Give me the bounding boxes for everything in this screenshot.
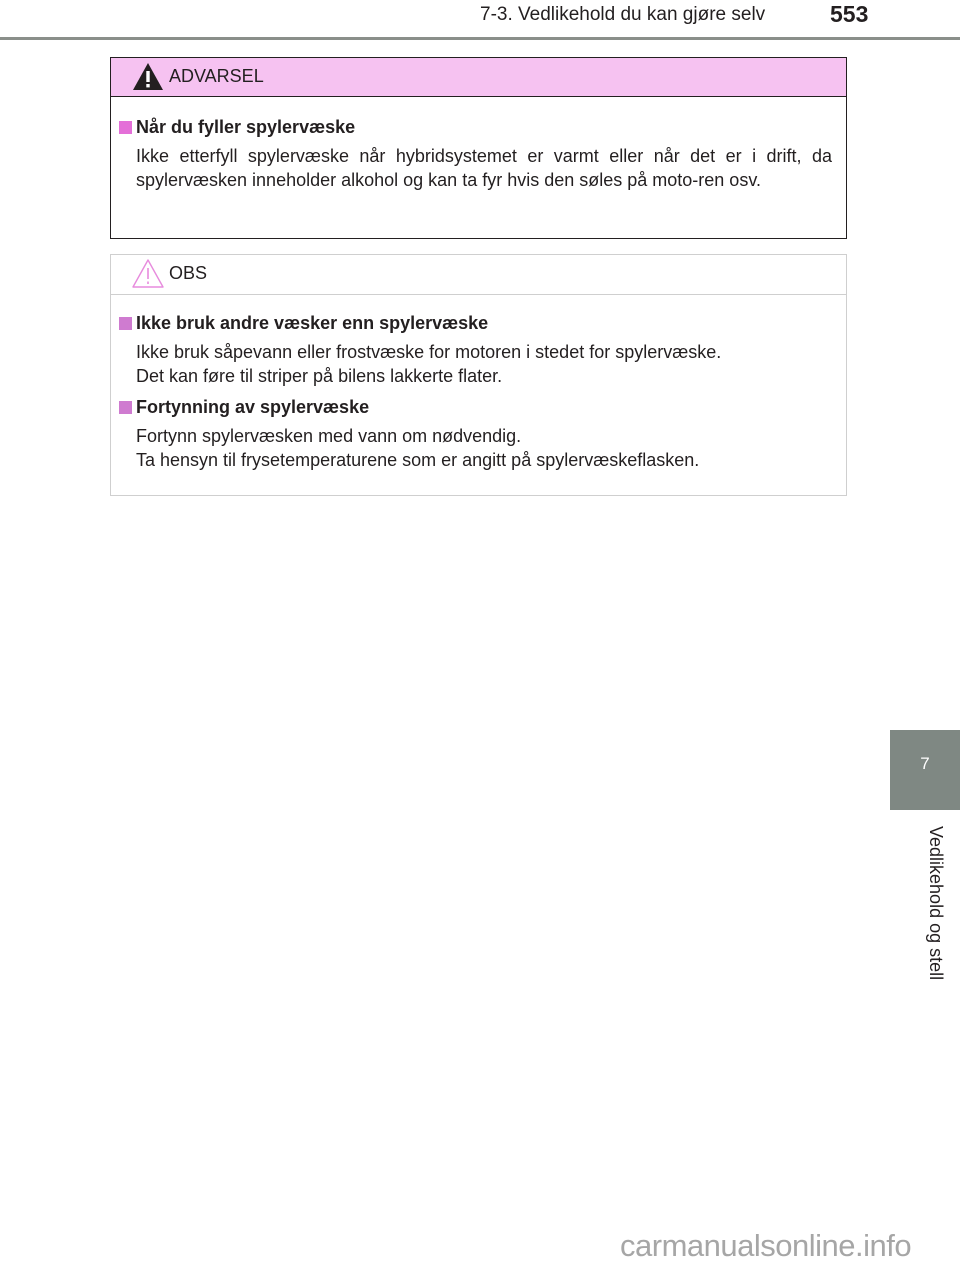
warning-triangle-icon [131, 61, 165, 92]
paragraph: Ikke bruk såpevann eller frostvæske for motoren i stedet for spylervæske. [136, 342, 722, 362]
paragraph: Ta hensyn til frysetemperaturene som er angitt på spylervæskeflasken. [136, 450, 700, 470]
section-body [136, 144, 832, 192]
section-title: Ikke bruk andre væsker enn spylervæske [119, 311, 832, 335]
bullet-square-icon [119, 401, 132, 414]
warning-box [110, 57, 847, 239]
notice-header [111, 255, 846, 295]
section-body [136, 340, 832, 388]
caution-triangle-icon [131, 258, 165, 289]
paragraph: Ikke etterfyll spylervæske når hybridsystemet er varmt eller når det er i drift, da spylervæsken inneholder alkohol og kan ta fyr hvis den søles på moto-ren osv. [136, 146, 832, 190]
header-title: 7-3. Vedlikehold du kan gjøre selv [480, 4, 766, 25]
notice-label: OBS [169, 263, 208, 283]
warning-header [111, 58, 846, 97]
warning-section [119, 115, 832, 192]
notice-box [110, 254, 847, 496]
bullet-square-icon [119, 121, 132, 134]
section-body [136, 424, 832, 472]
paragraph: Det kan føre til striper på bilens lakkerte flater. [136, 366, 503, 386]
notice-section [119, 395, 832, 472]
chapter-tab [890, 730, 960, 810]
chapter-number: 7 [920, 754, 930, 773]
header-rule [0, 37, 960, 40]
chapter-title: Vedlikehold og stell [926, 826, 946, 981]
section-title: Når du fyller spylervæske [119, 115, 832, 139]
bullet-square-icon [119, 317, 132, 330]
warning-label: ADVARSEL [169, 66, 264, 86]
page-number: 553 [830, 1, 869, 27]
paragraph: Fortynn spylervæsken med vann om nødvendig. [136, 426, 522, 446]
watermark: carmanualsonline.info [620, 1228, 912, 1263]
notice-section [119, 311, 832, 388]
section-title: Fortynning av spylervæske [119, 395, 832, 419]
